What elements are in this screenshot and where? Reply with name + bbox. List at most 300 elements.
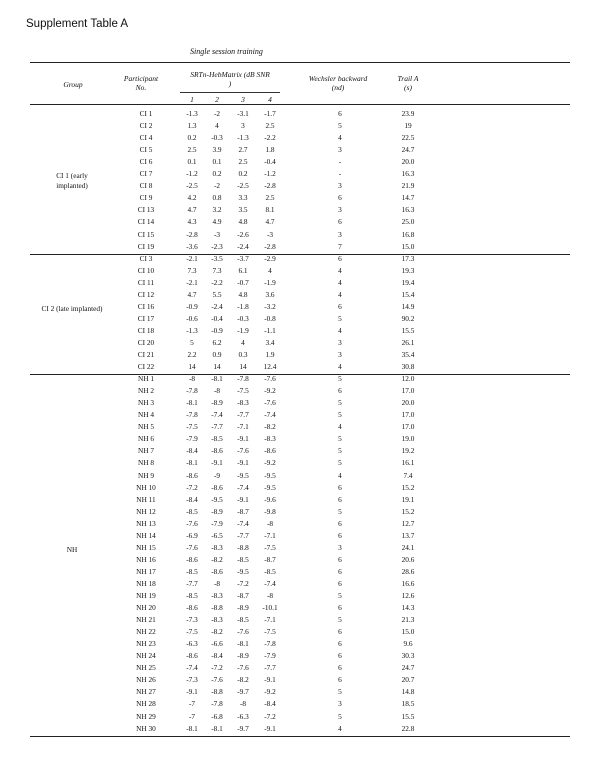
srtn-session-4-cell: -0.4 [264, 157, 276, 167]
session-header-3: 3 [241, 95, 245, 104]
srtn-session-4-cell: -9.8 [264, 506, 276, 516]
participant-cell: NH 1 [137, 374, 154, 384]
srtn-session-2-cell: -8.2 [211, 554, 223, 564]
trail-cell: 22.5 [401, 133, 415, 143]
srtn-session-1-cell: -1.2 [186, 169, 198, 179]
srtn-session-3-cell: -0.3 [237, 313, 249, 323]
srtn-session-1-cell: -8.6 [186, 554, 198, 564]
wechsler-cell: 4 [338, 265, 342, 275]
trail-cell: 19.4 [401, 277, 415, 287]
wechsler-cell: 3 [338, 699, 342, 709]
srtn-session-3-cell: -8.7 [237, 591, 249, 600]
srtn-session-1-cell: -2.1 [186, 277, 198, 287]
group-header: Group [63, 80, 83, 89]
srtn-session-3-cell: -8.3 [237, 398, 249, 408]
srtn-session-4-cell: -8 [266, 591, 274, 600]
srtn-session-2-cell: -2.2 [211, 277, 223, 287]
participant-cell: NH 16 [136, 554, 156, 564]
trail-cell: 35.4 [401, 350, 415, 359]
participant-cell: NH 4 [137, 410, 154, 420]
srtn-session-4-cell: -9.6 [264, 494, 276, 504]
participant-cell: CI 14 [137, 217, 155, 227]
super-header: Single session training [190, 47, 263, 56]
top-rule [30, 62, 570, 63]
srtn-session-2-cell: 14 [213, 362, 221, 372]
srtn-session-2-cell: -9.5 [211, 494, 223, 504]
wechsler-cell: 4 [338, 723, 342, 733]
srtn-session-4-cell: -8.6 [264, 446, 276, 456]
srtn-session-3-cell: -8.2 [237, 675, 249, 685]
participant-cell: CI 15 [137, 229, 155, 239]
srtn-session-1-cell: 7.3 [187, 265, 197, 275]
srtn-session-1-cell: -8.6 [186, 651, 198, 661]
srtn-session-1-cell: -2.8 [186, 229, 198, 239]
srtn-session-4-cell: -10.1 [262, 603, 278, 613]
participant-cell: CI 2 [139, 121, 153, 131]
srtn-session-3-cell: -1.9 [237, 325, 249, 335]
srtn-session-3-cell: -2.6 [237, 229, 249, 239]
srtn-session-3-cell: -8.5 [237, 615, 249, 625]
participant-cell: NH 24 [136, 651, 156, 661]
srtn-session-2-cell: -8.8 [211, 603, 223, 613]
srtn-session-3-cell: 3 [241, 121, 245, 131]
srtn-session-1-cell: 0.2 [187, 133, 197, 143]
wechsler-cell: 6 [338, 675, 342, 685]
srtn-session-4-cell: -7.4 [264, 578, 276, 588]
wechsler-cell: - [338, 169, 342, 179]
srtn-session-2-cell: 6.2 [212, 337, 222, 347]
srtn-session-1-cell: -1.3 [186, 325, 198, 335]
srtn-session-1-cell: -0.6 [186, 313, 198, 323]
srtn-session-3-cell: -8.7 [237, 506, 249, 516]
srtn-session-4-cell: -7.5 [264, 542, 276, 552]
srtn-session-2-cell: -8.6 [211, 446, 223, 456]
wechsler-cell: 5 [338, 398, 342, 408]
wechsler-cell: 3 [338, 145, 342, 155]
srtn-session-3-cell: -7.1 [237, 422, 249, 432]
srtn-session-1-cell: -3.6 [186, 241, 198, 251]
srtn-session-3-cell: -7.7 [237, 530, 249, 540]
srtn-session-1-cell: -8.1 [186, 723, 198, 733]
participant-cell: NH 23 [136, 639, 156, 649]
srtn-session-3-cell: -7.6 [237, 663, 249, 673]
srtn-session-1-cell: -2.5 [186, 181, 198, 191]
srtn-session-3-cell: -9.5 [237, 566, 249, 576]
srtn-session-4-cell: 2.5 [265, 193, 275, 203]
trail-cell: 24.7 [401, 145, 415, 155]
srtn-session-3-cell: -9.5 [237, 470, 249, 480]
srtn-session-3-cell: -7.8 [237, 374, 249, 384]
trail-cell: 15.2 [401, 506, 415, 516]
trail-cell: 18.5 [401, 699, 415, 709]
srtn-session-4-cell: 3.6 [265, 289, 275, 299]
participant-cell: CI 5 [139, 145, 153, 155]
trail-cell: 20.0 [401, 398, 415, 408]
srtn-session-4-cell: -9.5 [264, 482, 276, 492]
group-label: NH [66, 544, 78, 554]
srtn-session-3-cell: 6.1 [238, 265, 248, 275]
wechsler-cell: 5 [338, 458, 342, 468]
srtn-session-1-cell: 2.5 [187, 145, 197, 155]
srtn-session-2-cell: -6.6 [211, 639, 223, 649]
session-header-4: 4 [268, 95, 272, 104]
srtn-session-1-cell: -7 [188, 699, 196, 709]
wechsler-cell: 3 [338, 205, 342, 215]
srtn-session-2-cell: -0.3 [211, 133, 223, 143]
participant-cell: NH 22 [136, 627, 156, 637]
srtn-session-4-cell: -2.8 [264, 181, 276, 191]
srtn-session-3-cell: -7.7 [237, 410, 249, 420]
srtn-session-3-cell: 2.5 [238, 157, 248, 167]
srtn-sub-rule [180, 92, 280, 93]
srtn-session-2-cell: -8.4 [211, 651, 223, 661]
participant-cell: NH 6 [137, 434, 154, 444]
participant-cell: CI 20 [137, 337, 155, 347]
srtn-session-1-cell: -7.6 [186, 542, 198, 552]
srtn-session-4-cell: 2.5 [265, 121, 275, 131]
srtn-session-2-cell: -3.5 [211, 253, 223, 263]
wechsler-cell: 5 [338, 374, 342, 384]
participant-cell: CI 18 [137, 325, 155, 335]
participant-cell: NH 2 [137, 386, 154, 396]
trail-cell: 15.0 [401, 627, 415, 637]
srtn-session-4-cell: -7.1 [264, 530, 276, 540]
participant-cell: NH 13 [136, 518, 156, 528]
participant-cell: NH 20 [136, 603, 156, 613]
trail-cell: 28.6 [401, 566, 415, 576]
group-bottom-rule [30, 736, 570, 737]
participant-cell: CI 21 [137, 350, 155, 359]
wechsler-cell: 6 [338, 530, 342, 540]
participant-cell: NH 11 [136, 494, 156, 504]
srtn-session-2-cell: -8.6 [211, 566, 223, 576]
srtn-session-1-cell: -7.7 [186, 578, 198, 588]
trail-cell: 17.0 [401, 410, 415, 420]
wechsler-cell: 7 [338, 241, 342, 251]
wechsler-cell: 5 [338, 591, 342, 600]
srtn-session-4-cell: -9.2 [264, 458, 276, 468]
srtn-session-2-cell: -8.9 [211, 398, 223, 408]
trail-cell: 26.1 [401, 337, 415, 347]
trail-cell: 19 [404, 121, 412, 131]
trail-cell: 21.3 [401, 615, 415, 625]
srtn-session-3-cell: -7.5 [237, 386, 249, 396]
srtn-session-3-cell: -9.7 [237, 723, 249, 733]
srtn-session-3-cell: -9.1 [237, 434, 249, 444]
srtn-session-2-cell: -2.3 [211, 241, 223, 251]
wechsler-cell: 6 [338, 566, 342, 576]
group-label: CI 2 (late implanted) [41, 303, 103, 313]
srtn-session-1-cell: 4.7 [187, 289, 197, 299]
participant-cell: CI 19 [137, 241, 155, 251]
srtn-session-1-cell: -8.6 [186, 470, 198, 480]
srtn-session-1-cell: -7.2 [186, 482, 198, 492]
srtn-session-4-cell: -7.7 [264, 663, 276, 673]
trail-cell: 21.9 [401, 181, 415, 191]
participant-cell: CI 12 [137, 289, 155, 299]
srtn-session-3-cell: -8 [239, 699, 247, 709]
srtn-session-4-cell: -8.4 [264, 699, 276, 709]
wechsler-cell: 5 [338, 121, 342, 131]
participant-cell: CI 7 [139, 169, 153, 179]
participant-cell: NH 14 [136, 530, 156, 540]
srtn-session-1-cell: -7.4 [186, 663, 198, 673]
srtn-session-4-cell: -2.9 [264, 253, 276, 263]
srtn-session-3-cell: 0.2 [238, 169, 248, 179]
srtn-session-1-cell: -7.5 [186, 422, 198, 432]
srtn-session-3-cell: -2.5 [237, 181, 249, 191]
srtn-session-1-cell: 4.2 [187, 193, 197, 203]
wechsler-cell: 6 [338, 193, 342, 203]
srtn-session-2-cell: 0.9 [212, 350, 222, 359]
wechsler-cell: 4 [338, 470, 342, 480]
trail-cell: 25.0 [401, 217, 415, 227]
srtn-session-3-cell: -0.7 [237, 277, 249, 287]
srtn-session-1-cell: -8.6 [186, 603, 198, 613]
srtn-session-2-cell: 7.3 [212, 265, 222, 275]
srtn-session-3-cell: -8.5 [237, 554, 249, 564]
srtn-session-3-cell: 4 [241, 337, 245, 347]
srtn-session-1-cell: 4.3 [187, 217, 197, 227]
trail-cell: 17.0 [401, 422, 415, 432]
srtn-session-2-cell: 4.9 [212, 217, 222, 227]
srtn-session-3-cell: -3.7 [237, 253, 249, 263]
srtn-session-4-cell: -7.9 [264, 651, 276, 661]
participant-cell: NH 21 [136, 615, 156, 625]
trail-cell: 13.7 [401, 530, 415, 540]
wechsler-cell: 6 [338, 494, 342, 504]
srtn-session-1-cell: -7.9 [186, 434, 198, 444]
trail-cell: 14.8 [401, 687, 415, 697]
srtn-session-2-cell: -0.4 [211, 313, 223, 323]
participant-cell: CI 1 [139, 109, 153, 118]
srtn-session-3-cell: -7.2 [237, 578, 249, 588]
srtn-session-4-cell: 3.4 [265, 337, 275, 347]
trail-cell: 16.8 [401, 229, 415, 239]
trail-cell: 17.0 [401, 386, 415, 396]
trail-cell: 12.7 [401, 518, 415, 528]
trail-cell: 17.3 [401, 253, 415, 263]
trail-cell: 16.3 [401, 169, 415, 179]
participant-cell: CI 10 [137, 265, 155, 275]
wechsler-cell: 6 [338, 663, 342, 673]
srtn-session-2-cell: -8.8 [211, 687, 223, 697]
srtn-session-4-cell: 12.4 [263, 362, 277, 372]
srtn-session-1-cell: -6.3 [186, 639, 198, 649]
trail-cell: 15.5 [401, 325, 415, 335]
srtn-session-2-cell: -8.1 [211, 374, 223, 384]
srtn-session-2-cell: -6.8 [211, 711, 223, 721]
srtn-session-1-cell: -7.5 [186, 627, 198, 637]
wechsler-cell: 6 [338, 386, 342, 396]
trail-cell: 23.9 [401, 109, 415, 118]
trail-cell: 24.1 [401, 542, 415, 552]
srtn-session-3-cell: -7.4 [237, 518, 249, 528]
srtn-session-2-cell: -8.3 [211, 591, 223, 600]
srtn-session-2-cell: -7.8 [211, 699, 223, 709]
srtn-session-3-cell: -2.4 [237, 241, 249, 251]
wechsler-cell: 5 [338, 434, 342, 444]
srtn-session-2-cell: -8.3 [211, 542, 223, 552]
trail-cell: 15.4 [401, 289, 415, 299]
wechsler-cell: 3 [338, 229, 342, 239]
wechsler-cell: 5 [338, 313, 342, 323]
srtn-session-3-cell: -1.8 [237, 301, 249, 311]
participant-cell: NH 3 [137, 398, 154, 408]
srtn-session-1-cell: 2.2 [187, 350, 197, 359]
participant-cell: NH 9 [137, 470, 154, 480]
srtn-session-1-cell: -8.4 [186, 494, 198, 504]
srtn-session-4-cell: -7.8 [264, 639, 276, 649]
participant-cell: NH 12 [136, 506, 156, 516]
trail-cell: 7.4 [403, 470, 413, 480]
group-bottom-rule [30, 254, 570, 255]
trail-cell: 22.8 [401, 723, 415, 733]
srtn-session-2-cell: 4 [215, 121, 219, 131]
wechsler-cell: 3 [338, 542, 342, 552]
srtn-session-1-cell: -7.6 [186, 518, 198, 528]
srtn-session-1-cell: -7 [188, 711, 196, 721]
wechsler-cell: 5 [338, 446, 342, 456]
wechsler-cell: - [338, 157, 342, 167]
wechsler-cell: 5 [338, 711, 342, 721]
srtn-session-2-cell: -7.6 [211, 675, 223, 685]
srtn-session-4-cell: -2.2 [264, 133, 276, 143]
srtn-session-4-cell: -9.2 [264, 687, 276, 697]
srtn-session-2-cell: 0.2 [212, 169, 222, 179]
srtn-session-3-cell: 3.5 [238, 205, 248, 215]
trail-cell: 20.7 [401, 675, 415, 685]
wechsler-cell: 5 [338, 687, 342, 697]
group-bottom-rule [30, 374, 570, 375]
session-header-2: 2 [215, 95, 219, 104]
srtn-session-1-cell: -0.9 [186, 301, 198, 311]
srtn-session-3-cell: 14 [239, 362, 247, 372]
srtn-session-2-cell: -0.9 [211, 325, 223, 335]
trail-cell: 15.2 [401, 482, 415, 492]
trail-cell: 24.7 [401, 663, 415, 673]
participant-cell: NH 7 [137, 446, 154, 456]
trail-cell: 20.0 [401, 157, 415, 167]
srtn-session-1-cell: 0.1 [187, 157, 197, 167]
srtn-session-4-cell: 4.7 [265, 217, 275, 227]
participant-cell: CI 9 [139, 193, 153, 203]
srtn-session-4-cell: -2.8 [264, 241, 276, 251]
participant-header: Participant No. [123, 74, 159, 92]
participant-cell: NH 18 [136, 578, 156, 588]
trail-cell: 14.3 [401, 603, 415, 613]
srtn-session-4-cell: -7.5 [264, 627, 276, 637]
wechsler-cell: 5 [338, 410, 342, 420]
srtn-session-2-cell: -2 [213, 181, 221, 191]
wechsler-cell: 4 [338, 133, 342, 143]
trail-cell: 14.9 [401, 301, 415, 311]
trail-cell: 16.3 [401, 205, 415, 215]
participant-cell: NH 10 [136, 482, 156, 492]
srtn-session-2-cell: -7.2 [211, 663, 223, 673]
participant-cell: NH 8 [137, 458, 154, 468]
srtn-session-3-cell: -8.9 [237, 603, 249, 613]
srtn-session-3-cell: 4.8 [238, 217, 248, 227]
wechsler-cell: 4 [338, 277, 342, 287]
participant-cell: CI 11 [137, 277, 155, 287]
trail-cell: 19.3 [401, 265, 415, 275]
wechsler-cell: 6 [338, 603, 342, 613]
srtn-session-3-cell: -8.1 [237, 639, 249, 649]
srtn-session-1-cell: -7.3 [186, 675, 198, 685]
srtn-session-1-cell: -8.1 [186, 398, 198, 408]
wechsler-cell: 6 [338, 554, 342, 564]
srtn-session-1-cell: 14 [188, 362, 196, 372]
trail-cell: 12.0 [401, 374, 415, 384]
participant-cell: CI 4 [139, 133, 153, 143]
srtn-session-3-cell: -8.8 [237, 542, 249, 552]
srtn-session-1-cell: -8.4 [186, 446, 198, 456]
participant-cell: CI 13 [137, 205, 155, 215]
srtn-session-4-cell: -8.3 [264, 434, 276, 444]
participant-cell: NH 26 [136, 675, 156, 685]
srtn-session-2-cell: -2.4 [211, 301, 223, 311]
participant-cell: NH 25 [136, 663, 156, 673]
wechsler-header: Wechsler backward (nd) [308, 74, 368, 92]
wechsler-cell: 6 [338, 518, 342, 528]
wechsler-cell: 6 [338, 639, 342, 649]
srtn-session-3-cell: -8.9 [237, 651, 249, 661]
participant-cell: CI 8 [139, 181, 153, 191]
srtn-session-1-cell: -6.9 [186, 530, 198, 540]
srtn-session-4-cell: 1.9 [265, 350, 275, 359]
srtn-session-2-cell: -7.9 [211, 518, 223, 528]
srtn-session-1-cell: -8.5 [186, 591, 198, 600]
trail-cell: 12.6 [401, 591, 415, 600]
srtn-session-3-cell: -7.6 [237, 446, 249, 456]
participant-cell: NH 19 [136, 591, 156, 600]
trail-cell: 19.2 [401, 446, 415, 456]
wechsler-cell: 4 [338, 362, 342, 372]
wechsler-cell: 4 [338, 325, 342, 335]
srtn-session-2-cell: -8.1 [211, 723, 223, 733]
wechsler-cell: 5 [338, 506, 342, 516]
srtn-session-2-cell: -8.5 [211, 434, 223, 444]
wechsler-cell: 3 [338, 337, 342, 347]
srtn-session-4-cell: -1.7 [264, 109, 276, 118]
srtn-session-4-cell: -9.2 [264, 386, 276, 396]
srtn-session-4-cell: -7.1 [264, 615, 276, 625]
srtn-session-1-cell: -9.1 [186, 687, 198, 697]
srtn-session-4-cell: -7.6 [264, 398, 276, 408]
srtn-session-2-cell: -8.9 [211, 506, 223, 516]
srtn-session-4-cell: -3 [266, 229, 274, 239]
srtn-session-3-cell: 0.3 [238, 350, 248, 359]
srtn-session-2-cell: -8 [213, 578, 221, 588]
srtn-session-3-cell: -7.4 [237, 482, 249, 492]
srtn-session-2-cell: -8.6 [211, 482, 223, 492]
srtn-session-4-cell: -7.6 [264, 374, 276, 384]
srtn-session-1-cell: -7.8 [186, 410, 198, 420]
participant-cell: NH 5 [137, 422, 154, 432]
srtn-session-4-cell: 4 [268, 265, 272, 275]
srtn-session-4-cell: 8.1 [265, 205, 275, 215]
wechsler-cell: 6 [338, 627, 342, 637]
srtn-session-2-cell: -8.2 [211, 627, 223, 637]
wechsler-cell: 6 [338, 578, 342, 588]
srtn-session-2-cell: -8.3 [211, 615, 223, 625]
srtn-session-1-cell: 4.7 [187, 205, 197, 215]
trail-cell: 15.5 [401, 711, 415, 721]
srtn-session-4-cell: -9.1 [264, 675, 276, 685]
trail-cell: 19.0 [401, 434, 415, 444]
srtn-session-2-cell: 3.9 [212, 145, 222, 155]
